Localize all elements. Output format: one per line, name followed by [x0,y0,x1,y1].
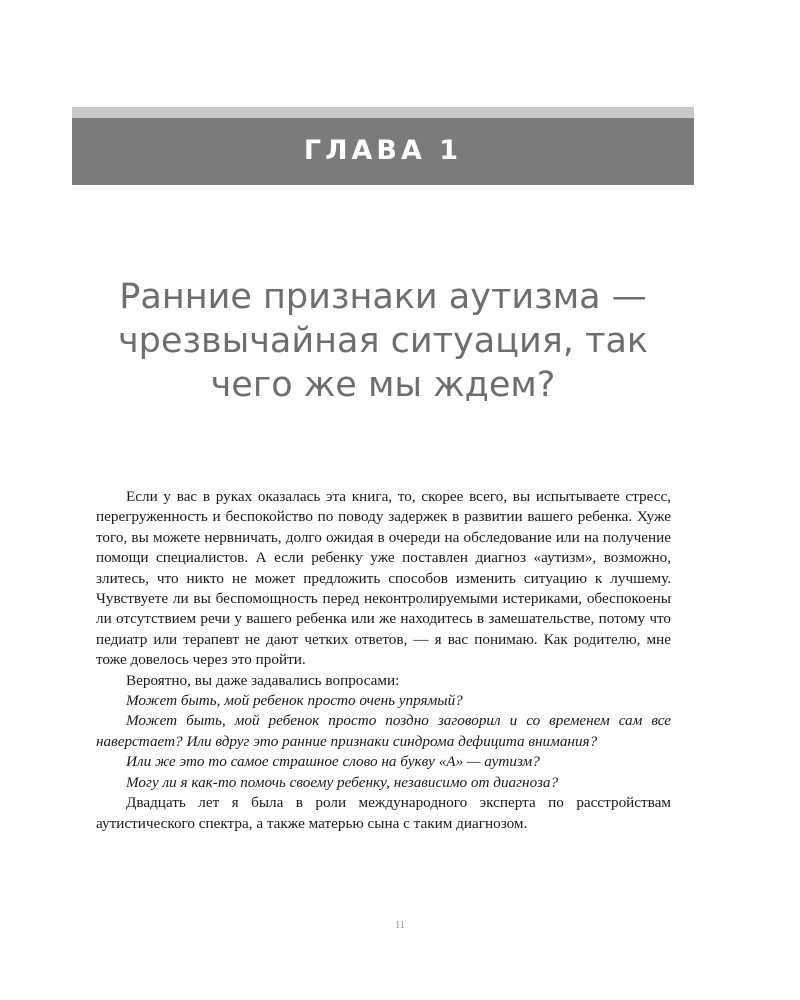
paragraph-intro: Если у вас в руках оказалась эта книга, то, скорее всего, вы испытываете стресс, перегруженность и беспокойство по поводу задержек в развитии вашего ребенка. Хуже того, вы можете нервничать, долго ожидая в очереди на обследование или на получение помощи специалистов. А если ребенку уже поставлен диагноз «аутизм», возможно, злитесь, что никто не может предложить способов изменить ситуацию к лучшему. Чувствуете ли вы беспомощность перед неконтролируемыми истериками, обеспокоены ли отсутствием речи у вашего ребенка или же находитесь в замешательстве, потому что педиатр или терапевт не дают четких ответов, — я вас понимаю. Как родителю, мне тоже довелось через это пройти. [96,488,671,669]
question-item: Или же это то самое страшное слово на букву «А» — аутизм? [126,753,540,771]
chapter-title-line: Ранние признаки аутизма — [119,277,647,317]
paragraph-closing: Двадцать лет я была в роли международного эксперта по расстройствам аутистического спектра, а также матерью сына с таким диагнозом. [96,794,671,832]
question-item: Могу ли я как-то помочь своему ребенку, независимо от диагноза? [126,773,559,791]
chapter-header-band [72,107,694,185]
page-number: 11 [395,920,405,931]
chapter-title-line: чрезвычайная ситуация, так [117,321,649,361]
chapter-title-line: чего же мы ждем? [210,365,556,405]
chapter-header-band-top-strip [72,107,694,118]
chapter-label: ГЛАВА 1 [303,135,463,166]
chapter-title [72,275,694,407]
body-text [96,487,671,834]
question-item: Может быть, мой ребенок просто поздно заговорил и со временем сам все наверстает? Или вдруг это ранние признаки синдрома дефицита внимания? [96,712,671,750]
paragraph-questions-lead: Вероятно, вы даже задавались вопросами: [126,671,400,689]
question-item: Может быть, мой ребенок просто очень упрямый? [126,692,463,710]
